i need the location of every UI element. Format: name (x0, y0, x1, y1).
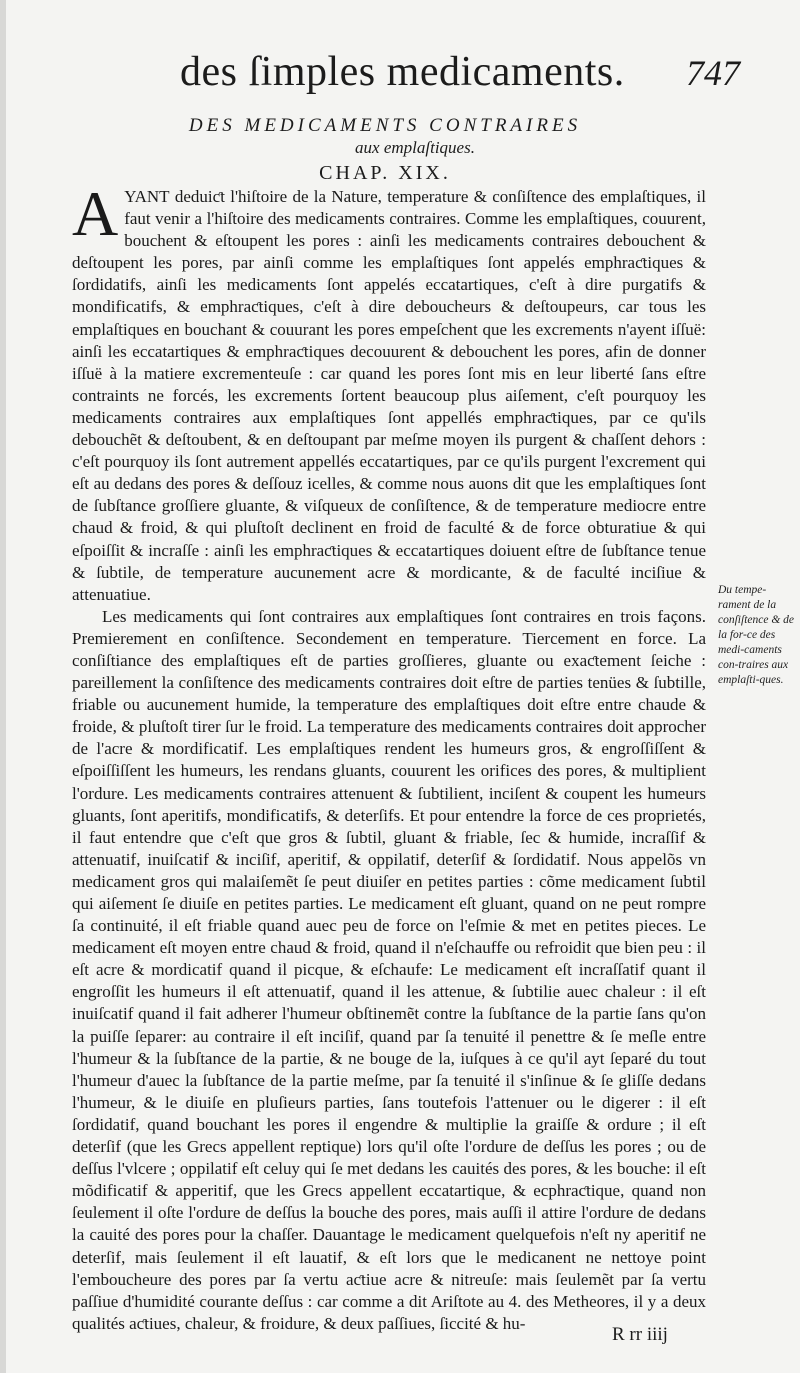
page-number: 747 (686, 53, 740, 93)
drop-cap: A (72, 178, 119, 249)
paragraph-2: Les medicaments qui ſont contraires aux emplaſtiques ſont contraires en trois façons. Premierement en conſiſtence. Secondement en temperature. Tiercement en force. La conſiſtiance des emplaſtiques eſt de parties groſſieres, gluante ou exaƈtement ſeiche : pareillement la conſiſtence des medicaments contraires doit eſtre de parties tenües & ſubtille, friable ou aucunement humide, la temperature des emplaſtiques doit eſtre entre chaude & froide, & pluſtoſt tirer ſur le froid. La temperature des medicaments contraires doit approcher de l'acre & mordificatif. Les emplaſtiques rendent les humeurs gros, & engroſſiſſent & eſpoiſſiſſent les humeurs, les rendans gluants, couurent les orifices des pores, & multiplient l'ordure. Les medicaments contraires attenuent & ſubtilient, inciſent & coupent les humeurs gluants, ſont aperitifs, mondificatifs, & deterſifs. Et pour entendre la force de ces proprietés, il faut entendre que c'eſt que gros & ſubtil, gluant & friable, ſec & humide, incraſſif & attenuatif, inuiſcatif & inciſif, aperitif, & oppilatif, deterſif & ſordidatif. Nous appelõs vn medicament gros qui malaiſemẽt ſe peut diuiſer en petites parties : cõme medicament ſubtil qui aiſement ſe diuiſe en petites parties. Le medicament eſt gluant, quand on ne peut rompre ſa continuité, il eſt friable quand auec peu de force on l'eſmie & met en petites pieces. Le medicament eſt moyen entre chaud & froid, quand il n'eſchauffe ou refroidit que bien peu : il eſt acre & mordicatif quand il picque, & eſchaufe: Le medicament eſt incraſſatif quant il engroſſit les humeurs il eſt attenuatif, quand il les attenue, & ſubtilie auec chaleur : il eſt inuiſcatif quand il fait adherer l'humeur obſtinemẽt contre la ſubſtance de la partie ſans qu'on la puiſſe ſeparer: au contraire il eſt inciſif, quand par ſa tenuité il penettre & ſe meſle entre l'humeur & la ſubſtance de la partie, & ne bouge de la, iuſques à ce qu'il ayt ſeparé du tout l'humeur d'auec la ſubſtance de la partie meſme, par ſa tenuité il s'inſinue & ſe gliſſe dedans l'humeur, & le diuiſe en pluſieurs parties, ſans toutefois l'attenuer ou le digerer : il eſt ſordidatif, quand bouchant les pores il engendre & multiplie la graiſſe & ordure ; il eſt deterſif (que les Grecs appellent reptique) lors qu'il oſte l'ordure de deſſus les pores ; ou de deſſus l'vlcere ; oppilatif eſt celuy qui ſe met dedans les cauités des pores, & les bouche: il eſt mõdificatif & apperitif, que les Grecs appellent eccatartique, & ecphraƈtique, quand non ſeulement il oſte l'ordure de deſſus la bouche des pores, mais auſſi il attire l'ordure de dedans la cauité des pores pour la chaſſer. Dauantage le medicament quelquefois n'eſt ny aperitif ne deterſif, mais ſeulement il eſt lauatif, & eſt lors que le medicanent ne nettoye point l'emboucheure des pores par ſa vertu aƈtiue acre & nitreuſe: mais ſeulemẽt par ſa vertu paſſiue d'humidité courante deſſus : car comme a dit Ariſtote au 4. des Metheores, il y a deux qualités aƈtiues, chaleur, & froidure, & deux paſſiues, ſiccité & hu- (72, 606, 706, 1333)
margin-note: Du tempe-rament de la conſiſtence & de la for-ce des medi-caments con-traires aux emplaſti-ques. (718, 584, 794, 686)
paragraph-1 (72, 178, 706, 606)
running-head (180, 48, 740, 108)
body-text (72, 178, 706, 1335)
page-edge-shadow (0, 0, 6, 1373)
running-head-title: des ſimples medicaments. (180, 49, 625, 95)
chapter-title: DES MEDICAMENTS CONTRAIRES (188, 115, 582, 136)
chapter-number: CHAP. XIX. (319, 162, 451, 184)
chapter-subtitle: aux emplaſtiques. (355, 138, 475, 157)
paragraph-1-text: deduiƈt l'hiſtoire de la Nature, temperature & conſiſtence des emplaſtiques, il faut venir a l'hiſtoire des medicaments contraires. Comme les emplaſtiques, couurent, bouchent & eſtoupent les pores : ainſi les medicaments contraires debouchent & deſtoupent les pores, par ainſi comme les emplaſtiques ſont appelés emphraƈtiques & ſordidatifs, ainſi les medicaments ſont appelés eccatartiques, c'eſt à dire purgatifs & mondificatifs, & emphraƈtiques, c'eſt à dire deboucheurs & deſtoupeurs, car tous les emplaſtiques en bouchant & couurant les pores empeſchent que les excrements n'ayent iſſuë: ainſi les eccatartiques & emphraƈtiques decouurent & debouchent les pores, afin de donner iſſuë à la matiere excrementeuſe : car quand les pores ſont mis en leur liberté ſans eſtre contraints ne forcés, les excrements ſortent beaucoup plus aiſement, c'eſt pourquoy les medicaments contraires aux emplaſtiques ſont appellés emphraƈtiques, par ce qu'ils debouchẽt & deſtoubent, & en deſtoupant par meſme moyen ils purgent & chaſſent dehors : c'eſt pourquoy ils ſont autrement appellés eccatartiques, par ce qu'ils purgent l'excrement qui eſt au dedans des pores & deſſouz icelles, & comme nous auons dit que les emplaſtiques ſont de ſubſtance groſſiere gluante, & viſqueux de conſiſtence, & de temperature mediocre entre chaud & froid, & qui pluſtoſt declinent en froid de faculté & de force obturatiue & qui eſpoiſſit & incraſſe : ainſi les emphraƈtiques & eccatartiques doiuent eſtre de ſubſtance tenue & ſubtile, de temperature aucunement acre & mordicante, & de faculté inciſiue & attenuatiue. (72, 187, 706, 604)
signature-mark: R rr iiij (612, 1324, 668, 1345)
opening-word: YANT (124, 187, 170, 206)
chapter-heading (130, 114, 640, 186)
